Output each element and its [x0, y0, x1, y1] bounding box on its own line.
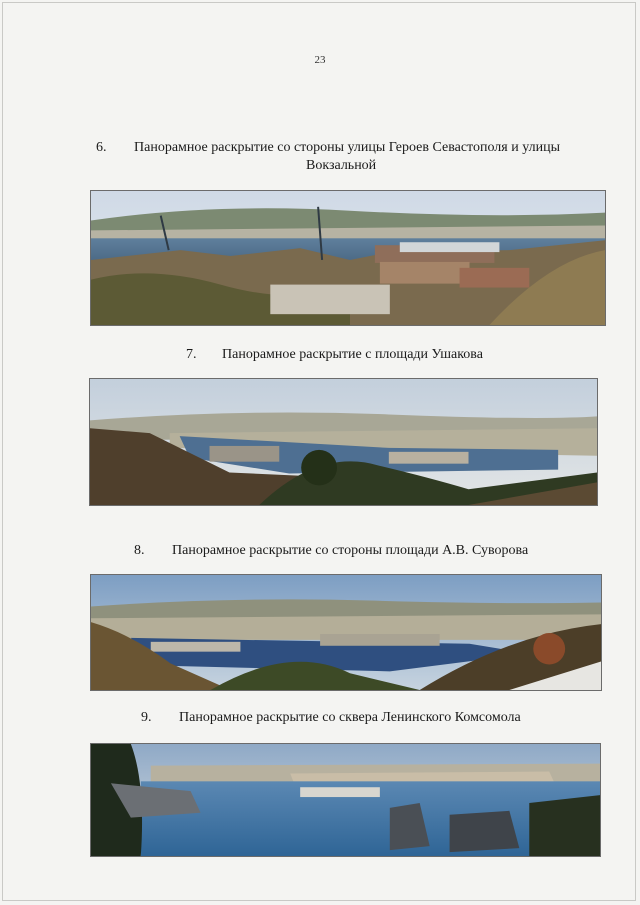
section-title-continuation: Вокзальной — [306, 158, 377, 173]
section-7-caption — [186, 346, 536, 364]
section-number: 8. — [134, 543, 145, 558]
panorama-photo-7 — [89, 378, 598, 506]
section-number: 9. — [141, 710, 152, 725]
section-title: Панорамное раскрытие со стороны площади А.В. Суворова — [172, 543, 529, 558]
panorama-photo-8 — [90, 574, 602, 691]
section-number: 7. — [186, 347, 197, 362]
section-number: 6. — [96, 140, 107, 155]
page-number: 23 — [314, 54, 326, 66]
section-title: Панорамное раскрытие с площади Ушакова — [222, 347, 483, 362]
panorama-photo-9 — [90, 743, 601, 857]
section-8-caption — [134, 542, 574, 560]
section-title: Панорамное раскрытие со стороны улицы Героев Севастополя и улицы — [134, 140, 560, 155]
section-9-caption — [141, 709, 561, 727]
section-6-caption — [96, 139, 606, 175]
section-title: Панорамное раскрытие со сквера Ленинского Комсомола — [179, 710, 521, 725]
panorama-photo-6 — [90, 190, 606, 326]
